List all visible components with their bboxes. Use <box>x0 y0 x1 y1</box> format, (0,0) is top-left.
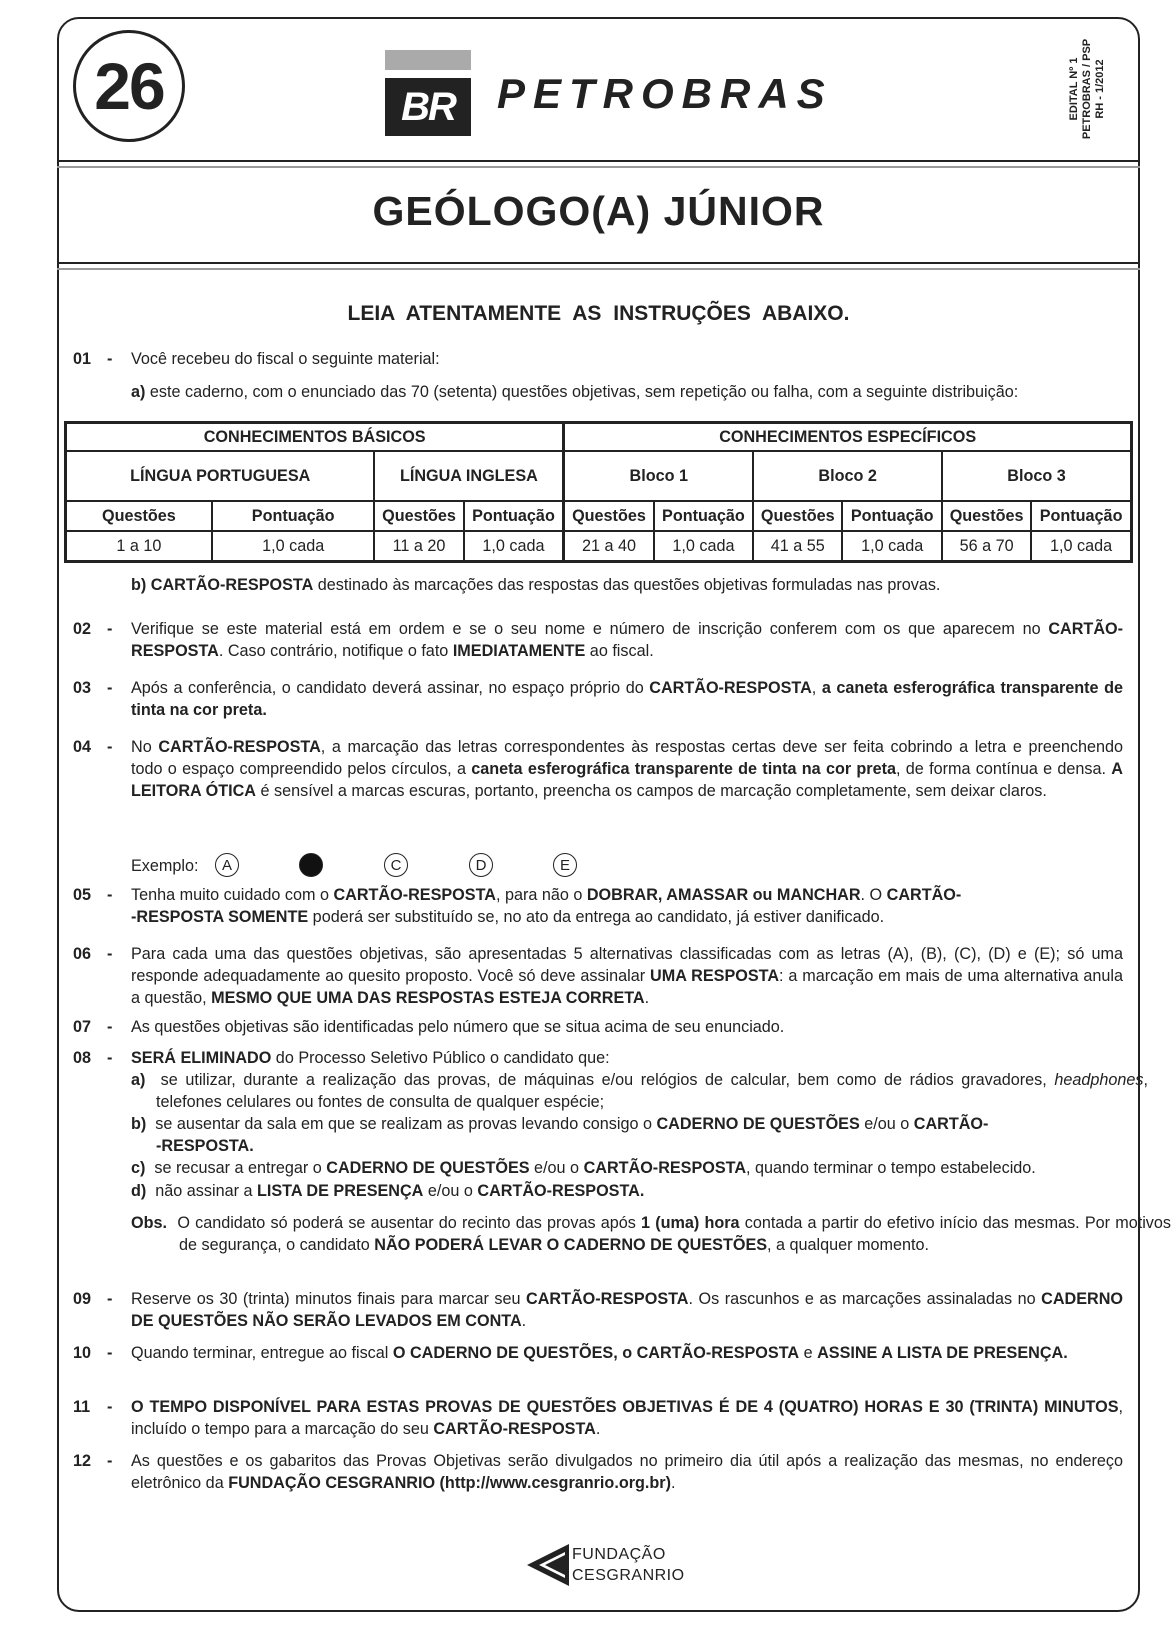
item-number: 10 <box>73 1344 92 1362</box>
instruction-01b <box>131 574 1123 596</box>
item-text: este caderno, com o enunciado das 70 (setenta) questões objetivas, sem repetição ou falha, com a seguinte distribuição: <box>149 383 1019 401</box>
item-dash: - <box>107 679 113 697</box>
item-dash: - <box>107 350 113 368</box>
page-title: GEÓLOGO(A) JÚNIOR <box>372 188 825 234</box>
item-number: 09 <box>73 1290 92 1308</box>
item-dash: - <box>107 945 113 963</box>
table-header: Questões <box>66 501 212 531</box>
table-header: Pontuação <box>464 501 564 531</box>
item-dash: - <box>107 738 113 756</box>
item-number: 11 <box>73 1398 91 1416</box>
item-dash: - <box>107 1452 113 1470</box>
table-cell: 1 a 10 <box>66 531 212 562</box>
page-frame <box>57 17 1140 1612</box>
answer-bubble-filled <box>299 853 323 877</box>
instruction-08c: c) se recusar a entregar o CADERNO DE QUESTÕES e/ou o CARTÃO-RESPOSTA, quando terminar o tempo estabelecido. <box>131 1159 1036 1177</box>
item-number: 06 <box>73 945 92 963</box>
item-dash: - <box>107 1049 113 1067</box>
answer-bubble: C <box>384 853 408 877</box>
table-header: Questões <box>942 501 1031 531</box>
br-logo <box>385 78 471 136</box>
logo-line: FUNDAÇÃO <box>572 1546 666 1563</box>
table-subject: Bloco 2 <box>753 451 942 501</box>
exam-number-badge <box>73 30 185 142</box>
table-cell: 1,0 cada <box>1031 531 1131 562</box>
item-dash: - <box>107 886 113 904</box>
table-header: Pontuação <box>212 501 375 531</box>
title-divider <box>57 262 1140 264</box>
distribution-table <box>64 421 1133 563</box>
item-text: As questões e os gabaritos das Provas Objetivas serão divulgados no primeiro dia útil após a realização das mesmas, no endereço eletrônico da FUNDAÇÃO CESGRANRIO (http://www.cesgranrio.org.br). <box>131 1452 1123 1492</box>
table-cell: 41 a 55 <box>753 531 842 562</box>
item-text: O TEMPO DISPONÍVEL PARA ESTAS PROVAS DE QUESTÕES OBJETIVAS É DE 4 (QUATRO) HORAS E 30 (TRINTA) MINUTOS, incluído o tempo para a marcação do seu CARTÃO-RESPOSTA. <box>131 1398 1123 1438</box>
header-divider <box>57 166 1140 168</box>
item-text: SERÁ ELIMINADO do Processo Seletivo Público o candidato que: <box>131 1049 610 1067</box>
item-text: Quando terminar, entregue ao fiscal O CADERNO DE QUESTÕES, o CARTÃO-RESPOSTA e ASSINE A LISTA DE PRESENÇA. <box>131 1344 1068 1362</box>
table-cell: 56 a 70 <box>942 531 1031 562</box>
table-header: Pontuação <box>842 501 942 531</box>
item-text: Após a conferência, o candidato deverá assinar, no espaço próprio do CARTÃO-RESPOSTA, a caneta esferográfica transparente de tinta na cor preta. <box>131 679 1123 719</box>
logo-line: CESGRANRIO <box>572 1567 685 1584</box>
answer-bubble: E <box>553 853 577 877</box>
instructions-title: LEIA ATENTAMENTE AS INSTRUÇÕES ABAIXO. <box>347 302 850 325</box>
edital-line: PETROBRAS / PSP <box>1081 38 1093 140</box>
item-text: destinado às marcações das respostas das questões objetivas formuladas nas provas. <box>313 576 941 594</box>
logo-bar <box>385 50 471 70</box>
item-number: 07 <box>73 1018 92 1036</box>
item-text: Tenha muito cuidado com o CARTÃO-RESPOSTA, para não o DOBRAR, AMASSAR ou MANCHAR. O CARTÃO- -RESPOSTA SOMENTE poderá ser substituído se, no ato da entrega ao candidato, já estiver danificado. <box>131 886 962 926</box>
item-text: Verifique se este material está em ordem e se o seu nome e número de inscrição conferem com os que aparecem no CARTÃO-RESPOSTA. Caso contrário, notifique o fato IMEDIATAMENTE ao fiscal. <box>131 620 1123 660</box>
item-number: 02 <box>73 620 92 638</box>
item-text: No CARTÃO-RESPOSTA, a marcação das letras correspondentes às respostas certas deve ser feita cobrindo a letra e preenchendo todo o espaço compreendido pelos círculos, a caneta esferográfica transparente de tinta na cor preta, de forma contínua e densa. A LEITORA ÓTICA é sensível a marcas escuras, portanto, preencha os campos de marcação completamente, sem deixar claros. <box>131 738 1123 800</box>
item-number: 05 <box>73 886 92 904</box>
item-dash: - <box>107 1344 113 1362</box>
item-number: 12 <box>73 1452 92 1470</box>
table-cell: 1,0 cada <box>464 531 564 562</box>
item-text: Para cada uma das questões objetivas, são apresentadas 5 alternativas classificadas com as letras (A), (B), (C), (D) e (E); só uma responde adequadamente ao quesito proposto. Você só deve assinalar UMA RESPOSTA: a marcação em mais de uma alternativa anula a questão, MESMO QUE UMA DAS RESPOSTAS ESTEJA CORRETA. <box>131 945 1123 1007</box>
item-number: 04 <box>73 738 92 756</box>
br-logo-text: BR <box>401 84 455 129</box>
instruction-08b: b) se ausentar da sala em que se realizam as provas levando consigo o CADERNO DE QUESTÕES e/ou o CARTÃO- -RESPOSTA. <box>131 1115 989 1155</box>
exam-number: 26 <box>94 49 164 123</box>
table-subject: Bloco 3 <box>942 451 1131 501</box>
item-number: 08 <box>73 1049 92 1067</box>
item-label: a) <box>131 383 146 401</box>
brand-name: PETROBRAS <box>497 70 833 117</box>
example-label: Exemplo: <box>131 857 199 875</box>
title-divider <box>57 268 1140 270</box>
table-group-basic: CONHECIMENTOS BÁSICOS <box>66 423 564 452</box>
item-bold: CARTÃO-RESPOSTA <box>150 576 314 594</box>
edital-line: RH - 1/2012 <box>1094 59 1106 119</box>
cesgranrio-logo-text <box>572 1544 685 1586</box>
item-number: 01 <box>73 350 92 368</box>
table-subject: LÍNGUA INGLESA <box>374 451 563 501</box>
table-cell: 1,0 cada <box>212 531 375 562</box>
answer-bubble: A <box>215 853 239 877</box>
item-text: As questões objetivas são identificadas pelo número que se situa acima de seu enunciado. <box>131 1018 785 1036</box>
item-text: Reserve os 30 (trinta) minutos finais para marcar seu CARTÃO-RESPOSTA. Os rascunhos e as marcações assinaladas no CADERNO DE QUESTÕES NÃO SERÃO LEVADOS EM CONTA. <box>131 1290 1123 1330</box>
table-header: Questões <box>564 501 654 531</box>
edital-line: EDITAL Nº 1 <box>1068 57 1080 121</box>
table-header: Questões <box>374 501 463 531</box>
item-dash: - <box>107 1398 113 1416</box>
table-subject: Bloco 1 <box>564 451 753 501</box>
item-dash: - <box>107 620 113 638</box>
item-dash: - <box>107 1290 113 1308</box>
item-label: b) <box>131 576 147 594</box>
instruction-08-obs: Obs. O candidato só poderá se ausentar do recinto das provas após 1 (uma) hora contada a partir do efetivo início das mesmas. Por motivos de segurança, o candidato NÃO PODERÁ LEVAR O CADERNO DE QUESTÕES, a qualquer momento. <box>131 1214 1171 1254</box>
table-cell: 11 a 20 <box>374 531 463 562</box>
instruction-08d: d) não assinar a LISTA DE PRESENÇA e/ou o CARTÃO-RESPOSTA. <box>131 1182 645 1200</box>
table-cell: 1,0 cada <box>654 531 754 562</box>
table-subject: LÍNGUA PORTUGUESA <box>66 451 375 501</box>
answer-bubble: D <box>469 853 493 877</box>
item-dash: - <box>107 1018 113 1036</box>
table-header: Questões <box>753 501 842 531</box>
edital-label <box>1068 24 1106 154</box>
instruction-01a <box>131 381 1123 403</box>
table-cell: 1,0 cada <box>842 531 942 562</box>
header-divider <box>57 160 1140 162</box>
instruction-08a: a) se utilizar, durante a realização das provas, de máquinas e/ou relógios de calcular, bem como de rádios gravadores, headphones, telefones celulares ou fontes de consulta de qualquer espécie; <box>131 1071 1148 1111</box>
table-cell: 21 a 40 <box>564 531 654 562</box>
table-header: Pontuação <box>1031 501 1131 531</box>
table-header: Pontuação <box>654 501 754 531</box>
item-number: 03 <box>73 679 92 697</box>
item-text: Você recebeu do fiscal o seguinte material: <box>131 350 440 368</box>
table-group-specific: CONHECIMENTOS ESPECÍFICOS <box>564 423 1132 452</box>
